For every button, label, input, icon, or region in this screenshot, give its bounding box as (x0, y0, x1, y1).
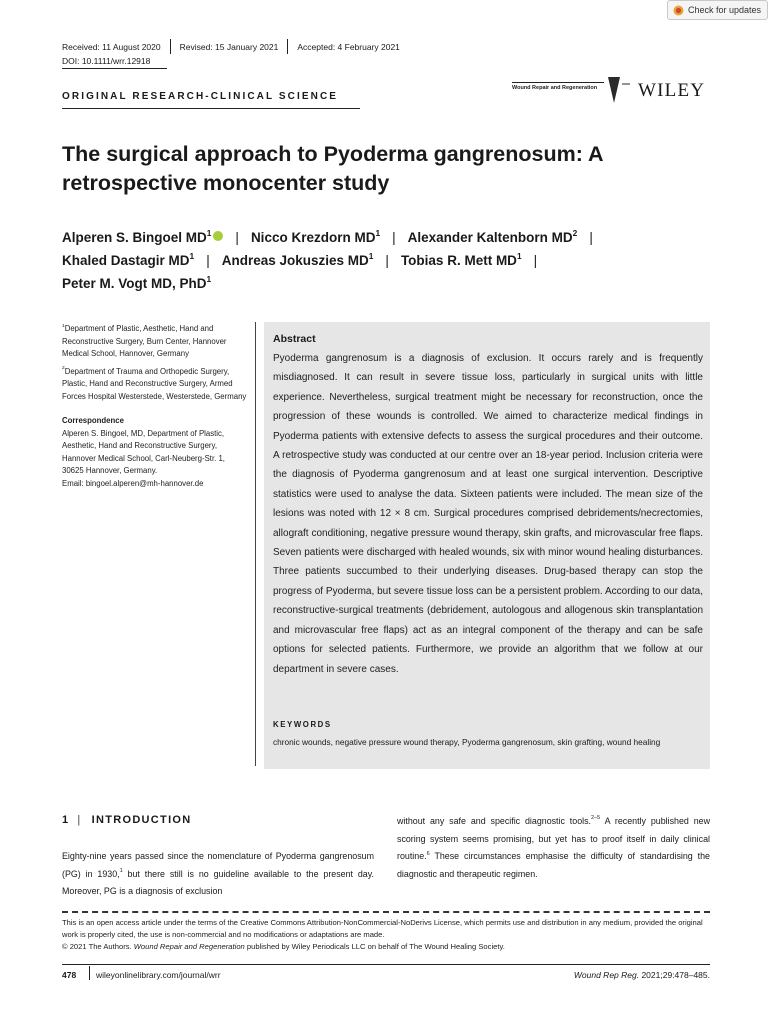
copyright-text: © 2021 The Authors. Wound Repair and Regeneration published by Wiley Periodicals LLC on behalf of The Wound Healing Society. (62, 942, 505, 952)
journal-logo-line (512, 82, 604, 83)
author[interactable]: Nicco Krezdorn $MD^1$ (250, 227, 381, 245)
crossmark-icon (673, 5, 684, 16)
footer-separator (89, 966, 90, 980)
journal-website-link[interactable]: wileyonlinelibrary.com/journal/wrr (96, 970, 221, 980)
reference-link[interactable]: 2–5 (591, 815, 601, 822)
column-divider (255, 322, 256, 766)
received-date: Received: 11 August 2020 (62, 41, 161, 52)
abstract-text: Pyoderma gangrenosum is a diagnosis of exclusion. It occurs rarely and is frequently misdiagnosed. It can result in severe tissue loss, particularly in surgical units with little experience. Nevertheless, surgical treatment might be necessary for reconstruction, once the progression of these wounds is controlled. We aimed to characterize medical findings in Pyoderma patients with extensive defects to assess the surgical procedures and their outcome. A retrospective study was conducted at our centre over an 18-year period. Inclusion criteria were the diagnosis of Pyoderma gangrenosum and at least one surgical intervention. Descriptive statistics were used to analyse the data. Sixteen patients were included. The mean size of the lesions was noted with 12 × 8 cm. Surgical procedures comprised debridements/necrectomies, allograft conditioning, negative pressure wound therapy, skin grafts, and microvascular free flaps. Seven patients were discharged with healed wounds, six with minor wound healing disturbances. Three patients succumbed to their underlying diseases. Drug-based therapy can stop the progress of Pyoderma, but severe tissue loss can be a persistent problem. According to our data, reconstructive-surgical treatments (debridement, autologous and allogenous skin transplantation and microvascular free flaps) act as an integral component of the therapy and can be safe options for selected patients. Furthermore, we provide an algorithm that we follow at our department in severe cases. (273, 353, 703, 675)
article-dates (62, 39, 400, 54)
publisher-logo[interactable]: WILEY (638, 80, 706, 101)
author[interactable]: Alexander Kaltenborn $MD^2$ (407, 227, 578, 245)
affiliations (62, 323, 247, 490)
divider (62, 68, 167, 69)
author[interactable]: Tobias R. Mett $MD^1$ (400, 250, 522, 268)
keywords-heading: KEYWORDS (273, 720, 332, 729)
orcid-icon[interactable] (213, 231, 223, 241)
license-divider (62, 911, 710, 913)
citation: Wound Rep Reg. 2021;29:478–485. (573, 970, 710, 980)
date-separator (170, 39, 171, 54)
author[interactable]: Peter M. Vogt MD, PhD$^1$ (62, 273, 212, 291)
affiliation-item: $^1$Department of Plastic, Aesthetic, Hand and Reconstructive Surgery, Burn Center, Hannover Medical School, Hannover, Germany (62, 323, 227, 358)
license-notice (62, 917, 710, 954)
author[interactable]: Alperen S. Bingoel $MD^1$ (62, 227, 212, 245)
section-number: 1 (62, 814, 70, 826)
author[interactable]: Andreas Jokuszies $MD^1$ (221, 250, 374, 268)
date-separator (287, 39, 288, 54)
article-title: The surgical approach to Pyoderma gangrenosum: A retrospective monocenter study (62, 142, 603, 195)
divider (62, 108, 360, 109)
check-for-updates-label: Check for updates (688, 5, 762, 15)
revised-date: Revised: 15 January 2021 (179, 41, 279, 52)
footer-divider (62, 964, 710, 965)
body-text-column-2: without any safe and specific diagnostic tools.$^{2-5}$ A recently published new scoring system seems promising, but yet has to proof itself in daily clinical routine.$^6$ These circumstances emphasise the difficulty of standardising the diagnostic and therapeutic regimen. (397, 815, 711, 880)
section-bar: | (77, 814, 82, 826)
reference-link[interactable]: 1 (119, 868, 123, 875)
correspondence-heading: Correspondence (62, 416, 124, 425)
correspondence-text: Alperen S. Bingoel, MD, Department of Plastic, Aesthetic, Hand and Reconstructive Surgery, Hannover Medical School, Carl-Neuberg-Str. 1, 30625 Hannover, Germany. Email: bingoel.alperen@mh-hannover.de (62, 428, 225, 488)
doi-link[interactable]: DOI: 10.1111/wrr.12918 (62, 56, 151, 66)
license-text: This is an open access article under the terms of the Creative Commons Attribution-NonCommercial-NoDerivs License, which permits use and distribution in any medium, provided the original work is properly cited, the use is non-commercial and no modifications or adaptations are made. (62, 918, 703, 940)
section-title: INTRODUCTION (91, 814, 192, 826)
journal-name: Wound Repair and Regeneration (512, 85, 598, 91)
email-link[interactable]: Email: bingoel.alperen@mh-hannover.de (62, 478, 204, 488)
accepted-date: Accepted: 4 February 2021 (297, 41, 400, 52)
author[interactable]: Khaled Dastagir $MD^1$ (62, 250, 195, 268)
affiliation-item: $^2$Department of Trauma and Orthopedic Surgery, Plastic, Hand and Reconstructive Surgery, Armed Forces Hospital Westerstede, Westerstede, Germany (62, 366, 247, 401)
page-number: 478 (62, 970, 77, 980)
check-for-updates-button[interactable] (667, 0, 768, 20)
wiley-logo-mark-icon (606, 75, 632, 110)
body-text-column-1: Eighty-nine years passed since the nomenclature of Pyoderma gangrenosum (PG) in 1930,$^1$ but there still is no guideline available to the present day. Moreover, PG is a diagnosis of exclusion (62, 851, 374, 897)
section-heading-introduction (62, 814, 192, 826)
section-tag: ORIGINAL RESEARCH-CLINICAL SCIENCE (62, 91, 339, 102)
keywords-text: chronic wounds, negative pressure wound therapy, Pyoderma gangrenosum, skin grafting, wound healing (273, 737, 661, 747)
author-list: Alperen S. Bingoel $MD^1$ | Nicco Krezdorn $MD^1$ | Alexander Kaltenborn $MD^2$ | Khaled Dastagir $MD^1$ | Andreas Jokuszies $MD^1$ | Tobias R. Mett $MD^1$ | Peter M. Vogt MD, PhD$^1$ (62, 227, 593, 291)
abstract-heading: Abstract (273, 333, 316, 345)
reference-link[interactable]: 6 (426, 850, 430, 857)
